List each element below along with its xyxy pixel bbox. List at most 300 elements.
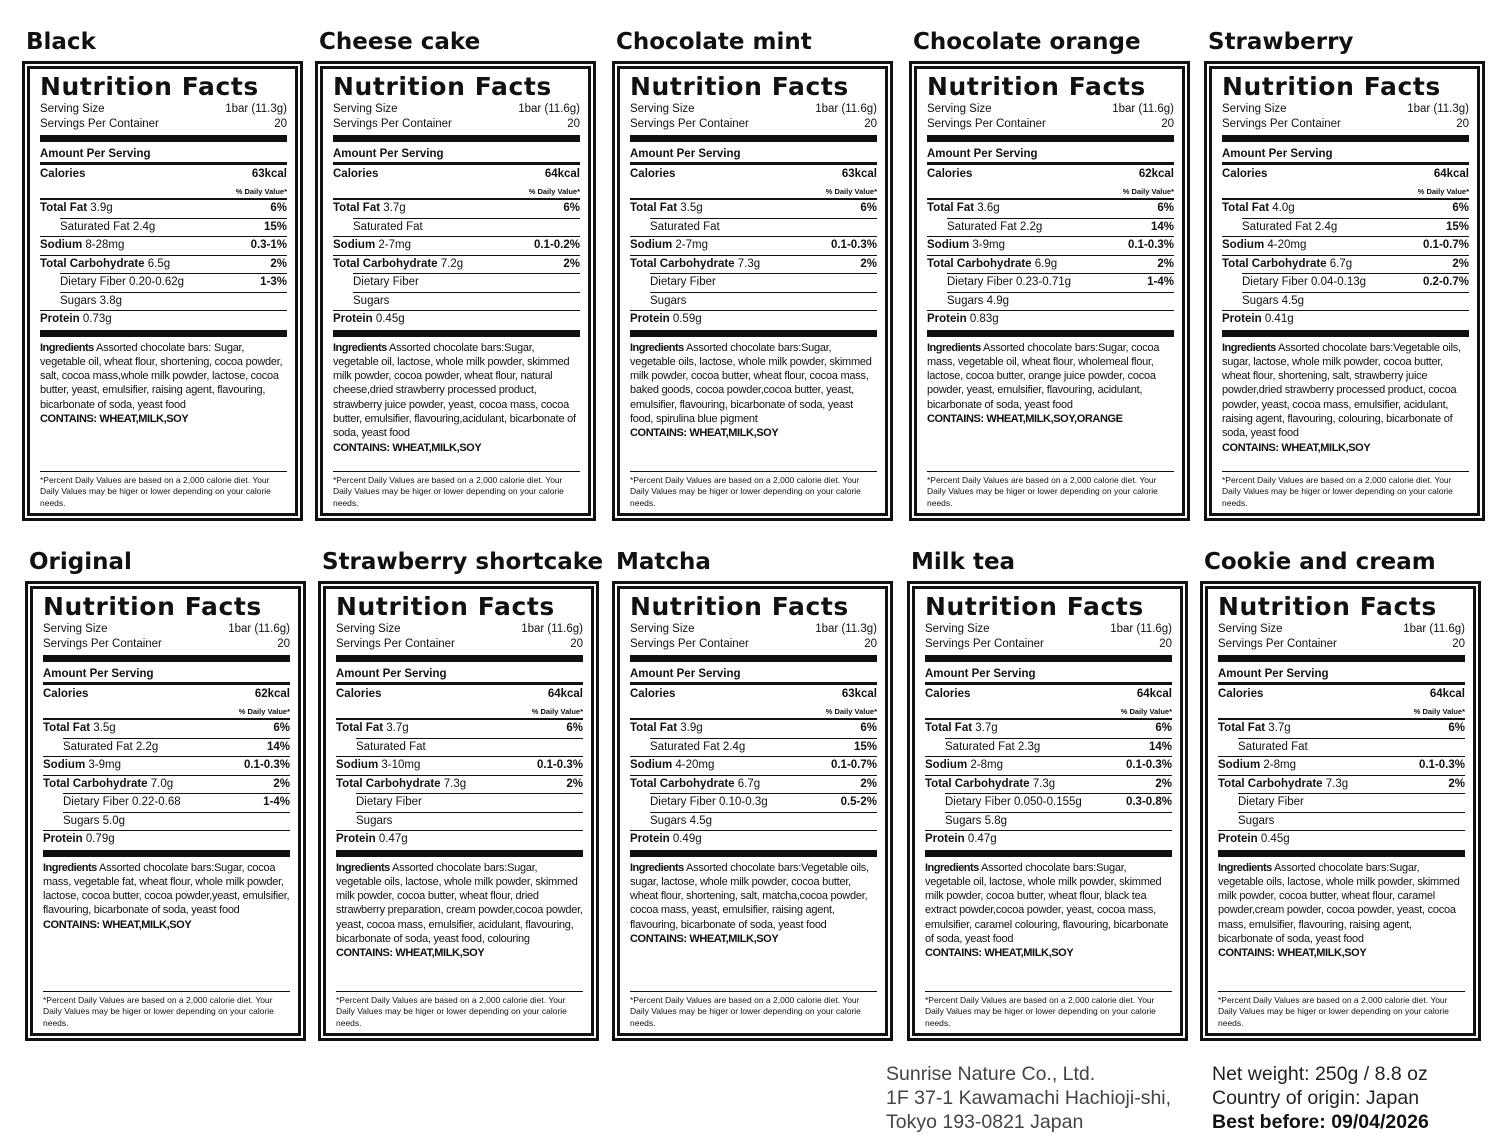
total-carbohydrate-dv: 2%: [273, 777, 290, 790]
total-fat-dv: 6%: [566, 722, 583, 734]
total-carbohydrate-label: Total Carbohydrate: [1222, 257, 1327, 270]
sodium-value: 3-9mg: [972, 239, 1005, 251]
sugars-value: 4.5g: [1281, 294, 1305, 307]
allergen-statement: CONTAINS: WHEAT,MILK,SOY: [630, 932, 779, 945]
nutrition-label: [318, 581, 599, 1041]
ingredients-label: Ingredients: [630, 341, 684, 354]
sodium-dv: 0.1-0.3%: [1125, 759, 1172, 771]
serving-size-value: 1bar (11.6g): [518, 103, 580, 115]
ingredients-label: Ingredients: [1222, 341, 1276, 354]
protein-value: 0.47g: [378, 833, 408, 845]
ingredients-label: Ingredients: [925, 861, 979, 874]
dietary-fiber-label: Dietary Fiber: [63, 796, 129, 808]
nutrition-label: [25, 581, 306, 1041]
panel-title: Nutrition Facts: [927, 72, 1146, 101]
sodium-label: Sodium: [925, 759, 968, 771]
protein-value: 0.45g: [375, 313, 405, 325]
total-carbohydrate-label: Total Carbohydrate: [336, 777, 441, 790]
protein-value: 0.49g: [672, 833, 702, 845]
serving-size-label: Serving Size: [1222, 103, 1287, 115]
sodium-dv: 0.1-0.7%: [830, 759, 877, 771]
dietary-fiber-value: 0.10-0.3g: [719, 796, 768, 808]
daily-value-header: % Daily Value*: [1417, 187, 1469, 196]
servings-per-container-value: 20: [1161, 118, 1174, 130]
sodium-label: Sodium: [1222, 239, 1265, 251]
flavor-title: Chocolate mint: [616, 29, 812, 55]
total-carbohydrate-dv: 2%: [1157, 257, 1174, 270]
allergen-statement: CONTAINS: WHEAT,MILK,SOY: [925, 947, 1074, 960]
sugars-label: Sugars: [650, 294, 687, 307]
total-carbohydrate-label: Total Carbohydrate: [925, 777, 1030, 790]
sugars-label: Sugars: [947, 294, 984, 307]
total-fat-label: Total Fat: [43, 722, 91, 734]
dietary-fiber-value: 0.20-0.62g: [129, 276, 185, 288]
serving-size-value: 1bar (11.6g): [521, 623, 583, 635]
total-fat-label: Total Fat: [927, 202, 975, 214]
total-fat-dv: 6%: [860, 202, 877, 214]
footnote: *Percent Daily Values are based on a 2,000 calorie diet. Your Daily Values may be higer or lower depending on your calorie needs.: [333, 471, 580, 512]
calories-label: Calories: [630, 168, 676, 180]
calories-value: 62kcal: [254, 688, 290, 700]
ingredients-text: Assorted chocolate bars:Sugar, vegetable oils, lactose, whole milk powder, skimmed milk powder, cocoa butter, wheat flour, dried strawberry preparation, cream powder,cocoa powder, yeast, cocoa mass, emulsifier, acidulant, flavouring, bicarbonate of soda, yeast food, colouring: [336, 861, 583, 945]
servings-per-container-value: 20: [864, 638, 877, 650]
saturated-fat-value: 2.4g: [132, 220, 156, 233]
total-carbohydrate-label: Total Carbohydrate: [40, 257, 145, 270]
sugars-label: Sugars: [356, 814, 393, 827]
calories-label: Calories: [1222, 168, 1268, 180]
saturated-fat-value: 2.4g: [722, 740, 746, 753]
saturated-fat-label: Saturated Fat: [650, 740, 720, 753]
panel-title: Nutrition Facts: [40, 72, 259, 101]
sugars-value: 4.9g: [986, 294, 1010, 307]
calories-label: Calories: [40, 168, 86, 180]
total-fat-label: Total Fat: [333, 202, 381, 214]
daily-value-header: % Daily Value*: [1122, 187, 1174, 196]
panel-title: Nutrition Facts: [630, 592, 849, 621]
nutrition-label: [315, 61, 596, 521]
total-carbohydrate-value: 7.3g: [443, 777, 467, 790]
serving-size-label: Serving Size: [927, 103, 992, 115]
panel-title: Nutrition Facts: [333, 72, 552, 101]
sugars-value: 5.0g: [102, 814, 126, 827]
sodium-label: Sodium: [630, 759, 673, 771]
flavor-block: [1200, 545, 1481, 1041]
ingredients-label: Ingredients: [1218, 861, 1272, 874]
footnote: *Percent Daily Values are based on a 2,000 calorie diet. Your Daily Values may be higer or lower depending on your calorie needs.: [630, 471, 877, 512]
total-carbohydrate-value: 7.0g: [150, 777, 174, 790]
total-fat-value: 3.9g: [680, 722, 703, 734]
dietary-fiber-label: Dietary Fiber: [650, 276, 716, 288]
sodium-dv: 0.1-0.7%: [1422, 239, 1469, 251]
sodium-value: 8-28mg: [85, 239, 125, 251]
panel-title: Nutrition Facts: [43, 592, 262, 621]
calories-label: Calories: [336, 688, 382, 700]
servings-per-container-label: Servings Per Container: [925, 638, 1044, 650]
amount-per-serving: Amount Per Serving: [927, 142, 1174, 165]
total-fat-label: Total Fat: [1218, 722, 1266, 734]
ingredients-text: Assorted chocolate bars:Sugar, vegetable oils, lactose, whole milk powder, skimmed milk powder, cocoa butter, wheat flour, caramel powder,cream powder, cocoa powder, yeast, cocoa mass, emulsifier, flavouring, raising agent, bicarbonate of soda, yeast food: [1218, 861, 1460, 945]
ingredients-text: Assorted chocolate bars:Sugar, cocoa mass, vegetable oil, wheat flour, wholemeal flour, lactose, cocoa butter, orange juice powder, cocoa powder, yeast, emulsifier, flavouring, acidulant, bicarbonate of soda, yeast food: [927, 341, 1160, 411]
serving-size-label: Serving Size: [630, 623, 695, 635]
flavor-title: Black: [26, 29, 96, 55]
ingredients-text: Assorted chocolate bars: Sugar, vegetable oil, wheat flour, shortening, cocoa powder, salt, cocoa mass,whole milk powder, lactose, cocoa butter, yeast, emulsifier, raising agent, flavouring, bicarbonate of soda, yeast food: [40, 341, 283, 411]
servings-per-container-value: 20: [864, 118, 877, 130]
total-fat-dv: 6%: [1157, 202, 1174, 214]
total-fat-dv: 6%: [1448, 722, 1465, 734]
servings-per-container-label: Servings Per Container: [43, 638, 162, 650]
dietary-fiber-value: 0.04-0.13g: [1311, 276, 1367, 288]
total-fat-dv: 6%: [860, 722, 877, 734]
calories-value: 64kcal: [1429, 688, 1465, 700]
flavor-title: Chocolate orange: [913, 29, 1141, 55]
allergen-statement: CONTAINS: WHEAT,MILK,SOY: [1222, 441, 1371, 454]
amount-per-serving: Amount Per Serving: [333, 142, 580, 165]
total-carbohydrate-dv: 2%: [1155, 777, 1172, 790]
calories-label: Calories: [1218, 688, 1264, 700]
company-info: [886, 1062, 1171, 1134]
sodium-label: Sodium: [630, 239, 673, 251]
amount-per-serving: Amount Per Serving: [630, 142, 877, 165]
sodium-dv: 0.1-0.3%: [243, 759, 290, 771]
best-before-date: Best before: 09/04/2026: [1212, 1111, 1429, 1133]
nutrition-label: [1200, 581, 1481, 1041]
protein-label: Protein: [40, 313, 80, 325]
sugars-label: Sugars: [650, 814, 687, 827]
saturated-fat-dv: 14%: [1148, 740, 1172, 753]
total-fat-label: Total Fat: [630, 722, 678, 734]
servings-per-container-value: 20: [274, 118, 287, 130]
ingredients-text: Assorted chocolate bars:Vegetable oils, sugar, lactose, whole milk powder, cocoa butter, wheat flour, shortening, salt, matcha,cocoa powder, cocoa mass, yeast, emulsifier, raising agent, flavouring, bicarbonate of soda, yeast food: [630, 861, 869, 931]
serving-size-value: 1bar (11.6g): [815, 103, 877, 115]
serving-size-label: Serving Size: [43, 623, 108, 635]
servings-per-container-label: Servings Per Container: [630, 118, 749, 130]
footnote: *Percent Daily Values are based on a 2,000 calorie diet. Your Daily Values may be higer or lower depending on your calorie needs.: [630, 991, 877, 1032]
protein-value: 0.59g: [672, 313, 702, 325]
panel-title: Nutrition Facts: [1218, 592, 1437, 621]
sodium-value: 4-20mg: [675, 759, 715, 771]
serving-size-value: 1bar (11.6g): [1403, 623, 1465, 635]
total-carbohydrate-dv: 2%: [563, 257, 580, 270]
allergen-statement: CONTAINS: WHEAT,MILK,SOY: [333, 441, 482, 454]
total-carbohydrate-dv: 2%: [270, 257, 287, 270]
calories-value: 63kcal: [841, 168, 877, 180]
total-carbohydrate-value: 7.3g: [1032, 777, 1056, 790]
protein-label: Protein: [630, 833, 670, 845]
total-fat-value: 4.0g: [1272, 202, 1295, 214]
sodium-dv: 0.1-0.3%: [1127, 239, 1174, 251]
flavor-title: Strawberry: [1208, 29, 1354, 55]
amount-per-serving: Amount Per Serving: [336, 662, 583, 685]
nutrition-label: [909, 61, 1190, 521]
amount-per-serving: Amount Per Serving: [1222, 142, 1469, 165]
allergen-statement: CONTAINS: WHEAT,MILK,SOY: [1218, 947, 1367, 960]
dietary-fiber-dv: 0.3-0.8%: [1125, 796, 1172, 808]
total-carbohydrate-value: 7.3g: [1325, 777, 1349, 790]
amount-per-serving: Amount Per Serving: [40, 142, 287, 165]
protein-value: 0.83g: [969, 313, 999, 325]
flavor-title: Milk tea: [911, 549, 1016, 575]
servings-per-container-value: 20: [567, 118, 580, 130]
sodium-label: Sodium: [43, 759, 86, 771]
serving-size-label: Serving Size: [1218, 623, 1283, 635]
servings-per-container-label: Servings Per Container: [927, 118, 1046, 130]
servings-per-container-value: 20: [1456, 118, 1469, 130]
dietary-fiber-label: Dietary Fiber: [353, 276, 419, 288]
footnote: *Percent Daily Values are based on a 2,000 calorie diet. Your Daily Values may be higer or lower depending on your calorie needs.: [1222, 471, 1469, 512]
saturated-fat-value: 2.4g: [1314, 220, 1338, 233]
total-fat-dv: 6%: [270, 202, 287, 214]
servings-per-container-label: Servings Per Container: [336, 638, 455, 650]
total-fat-value: 3.6g: [977, 202, 1000, 214]
servings-per-container-value: 20: [1159, 638, 1172, 650]
total-fat-label: Total Fat: [630, 202, 678, 214]
sodium-dv: 0.3-1%: [250, 239, 287, 251]
daily-value-header: % Daily Value*: [1413, 707, 1465, 716]
nutrition-label: [612, 61, 893, 521]
ingredients-text: Assorted chocolate bars:Sugar, vegetable oils, lactose, whole milk powder, skimmed milk powder, cocoa butter, wheat flour, cocoa mass, baked goods, cocoa powder,cocoa butter, yeast, emulsifier, flavouring, bicarbonate of soda, yeast food, spirulina blue pigment: [630, 341, 872, 425]
flavor-block: [612, 545, 893, 1041]
flavor-block: [318, 545, 604, 1041]
saturated-fat-dv: 14%: [1150, 220, 1174, 233]
daily-value-header: % Daily Value*: [825, 707, 877, 716]
total-fat-label: Total Fat: [40, 202, 88, 214]
daily-value-header: % Daily Value*: [238, 707, 290, 716]
sugars-label: Sugars: [60, 294, 97, 307]
sodium-label: Sodium: [40, 239, 83, 251]
dietary-fiber-label: Dietary Fiber: [650, 796, 716, 808]
calories-label: Calories: [630, 688, 676, 700]
calories-label: Calories: [927, 168, 973, 180]
ingredients-label: Ingredients: [40, 341, 94, 354]
protein-label: Protein: [336, 833, 376, 845]
sugars-label: Sugars: [1242, 294, 1279, 307]
sodium-value: 3-10mg: [381, 759, 421, 771]
serving-size-value: 1bar (11.6g): [1112, 103, 1174, 115]
flavor-title: Cheese cake: [319, 29, 481, 55]
sugars-value: 3.8g: [99, 294, 123, 307]
total-carbohydrate-label: Total Carbohydrate: [630, 257, 735, 270]
sodium-label: Sodium: [1218, 759, 1261, 771]
dietary-fiber-value: 0.050-0.155g: [1014, 796, 1082, 808]
allergen-statement: CONTAINS: WHEAT,MILK,SOY,ORANGE: [927, 412, 1123, 425]
flavor-title: Strawberry shortcake: [322, 549, 604, 575]
total-fat-value: 3.7g: [1268, 722, 1291, 734]
protein-value: 0.79g: [85, 833, 115, 845]
saturated-fat-label: Saturated Fat: [356, 740, 426, 753]
total-fat-value: 3.9g: [90, 202, 113, 214]
saturated-fat-label: Saturated Fat: [60, 220, 130, 233]
flavor-title: Original: [29, 549, 132, 575]
company-name: Sunrise Nature Co., Ltd.: [886, 1063, 1096, 1085]
serving-size-value: 1bar (11.6g): [1110, 623, 1172, 635]
amount-per-serving: Amount Per Serving: [1218, 662, 1465, 685]
daily-value-header: % Daily Value*: [528, 187, 580, 196]
calories-value: 63kcal: [841, 688, 877, 700]
servings-per-container-label: Servings Per Container: [333, 118, 452, 130]
total-carbohydrate-dv: 2%: [566, 777, 583, 790]
dietary-fiber-label: Dietary Fiber: [1238, 796, 1304, 808]
protein-label: Protein: [927, 313, 967, 325]
calories-value: 64kcal: [1433, 168, 1469, 180]
total-carbohydrate-dv: 2%: [860, 257, 877, 270]
servings-per-container-value: 20: [1452, 638, 1465, 650]
sodium-value: 2-8mg: [970, 759, 1003, 771]
total-fat-value: 3.7g: [975, 722, 998, 734]
total-carbohydrate-dv: 2%: [1448, 777, 1465, 790]
dietary-fiber-dv: 1-4%: [263, 796, 290, 808]
ingredients-label: Ingredients: [333, 341, 387, 354]
ingredients-label: Ingredients: [43, 861, 97, 874]
footnote: *Percent Daily Values are based on a 2,000 calorie diet. Your Daily Values may be higer or lower depending on your calorie needs.: [927, 471, 1174, 512]
flavor-title: Cookie and cream: [1204, 549, 1436, 575]
total-carbohydrate-value: 7.3g: [737, 257, 761, 270]
serving-size-label: Serving Size: [40, 103, 105, 115]
total-fat-value: 3.5g: [93, 722, 116, 734]
daily-value-header: % Daily Value*: [235, 187, 287, 196]
sodium-label: Sodium: [927, 239, 970, 251]
sodium-value: 2-7mg: [378, 239, 411, 251]
company-address-line-2: Tokyo 193-0821 Japan: [886, 1111, 1084, 1133]
calories-label: Calories: [333, 168, 379, 180]
ingredients-label: Ingredients: [927, 341, 981, 354]
daily-value-header: % Daily Value*: [825, 187, 877, 196]
daily-value-header: % Daily Value*: [1120, 707, 1172, 716]
sodium-dv: 0.1-0.2%: [533, 239, 580, 251]
protein-label: Protein: [1222, 313, 1262, 325]
serving-size-value: 1bar (11.3g): [815, 623, 877, 635]
product-info: [1212, 1062, 1429, 1134]
sodium-label: Sodium: [333, 239, 376, 251]
dietary-fiber-dv: 1-3%: [260, 276, 287, 288]
saturated-fat-dv: 14%: [266, 740, 290, 753]
dietary-fiber-label: Dietary Fiber: [60, 276, 126, 288]
saturated-fat-dv: 15%: [1445, 220, 1469, 233]
flavor-block: [1204, 25, 1485, 521]
total-fat-dv: 6%: [273, 722, 290, 734]
total-fat-label: Total Fat: [336, 722, 384, 734]
protein-label: Protein: [1218, 833, 1258, 845]
calories-value: 63kcal: [251, 168, 287, 180]
saturated-fat-value: 2.2g: [135, 740, 159, 753]
country-of-origin: Country of origin: Japan: [1212, 1087, 1420, 1109]
sugars-label: Sugars: [63, 814, 100, 827]
calories-value: 62kcal: [1138, 168, 1174, 180]
servings-per-container-label: Servings Per Container: [1218, 638, 1337, 650]
saturated-fat-value: 2.2g: [1019, 220, 1043, 233]
sugars-label: Sugars: [1238, 814, 1275, 827]
saturated-fat-label: Saturated Fat: [1242, 220, 1312, 233]
total-carbohydrate-value: 7.2g: [440, 257, 464, 270]
flavor-block: [22, 25, 303, 521]
total-carbohydrate-value: 6.5g: [147, 257, 171, 270]
flavor-block: [315, 25, 596, 521]
serving-size-label: Serving Size: [336, 623, 401, 635]
protein-label: Protein: [333, 313, 373, 325]
company-address-line-1: 1F 37-1 Kawamachi Hachioji-shi,: [886, 1087, 1172, 1109]
panel-title: Nutrition Facts: [1222, 72, 1441, 101]
saturated-fat-dv: 15%: [263, 220, 287, 233]
footnote: *Percent Daily Values are based on a 2,000 calorie diet. Your Daily Values may be higer or lower depending on your calorie needs.: [1218, 991, 1465, 1032]
nutrition-label: [907, 581, 1188, 1041]
nutrition-label: [22, 61, 303, 521]
panel-title: Nutrition Facts: [925, 592, 1144, 621]
total-fat-dv: 6%: [1452, 202, 1469, 214]
servings-per-container-label: Servings Per Container: [1222, 118, 1341, 130]
total-fat-value: 3.7g: [386, 722, 409, 734]
calories-label: Calories: [925, 688, 971, 700]
servings-per-container-label: Servings Per Container: [40, 118, 159, 130]
total-carbohydrate-label: Total Carbohydrate: [333, 257, 438, 270]
flavor-block: [909, 25, 1190, 521]
protein-label: Protein: [925, 833, 965, 845]
sugars-label: Sugars: [945, 814, 982, 827]
saturated-fat-label: Saturated Fat: [1238, 740, 1308, 753]
protein-value: 0.41g: [1264, 313, 1294, 325]
protein-label: Protein: [43, 833, 83, 845]
total-carbohydrate-label: Total Carbohydrate: [1218, 777, 1323, 790]
dietary-fiber-label: Dietary Fiber: [356, 796, 422, 808]
nutrition-label: [1204, 61, 1485, 521]
total-fat-value: 3.7g: [383, 202, 406, 214]
serving-size-value: 1bar (11.3g): [1407, 103, 1469, 115]
sugars-value: 4.5g: [689, 814, 713, 827]
dietary-fiber-value: 0.23-0.71g: [1016, 276, 1072, 288]
flavor-block: [25, 545, 306, 1041]
sodium-label: Sodium: [336, 759, 379, 771]
flavor-title: Matcha: [616, 549, 711, 575]
serving-size-label: Serving Size: [630, 103, 695, 115]
sugars-label: Sugars: [353, 294, 390, 307]
sodium-value: 3-9mg: [88, 759, 121, 771]
total-fat-dv: 6%: [563, 202, 580, 214]
sodium-dv: 0.1-0.3%: [1418, 759, 1465, 771]
sodium-dv: 0.1-0.3%: [536, 759, 583, 771]
net-weight: Net weight: 250g / 8.8 oz: [1212, 1063, 1428, 1085]
protein-label: Protein: [630, 313, 670, 325]
ingredients-text: Assorted chocolate bars:Sugar, vegetable oil, lactose, whole milk powder, skimmed milk powder, cocoa powder, wheat flour, natural cheese,dried strawberry processed product, strawberry juice powder, yeast, cocoa mass, cocoa butter, emulsifier, flavouring,acidulant, bicarbonate of soda, yeast food: [333, 341, 576, 440]
amount-per-serving: Amount Per Serving: [43, 662, 290, 685]
ingredients-text: Assorted chocolate bars:Sugar, cocoa mass, vegetable fat, wheat flour, whole milk powder, lactose, cocoa butter, cocoa powder,yeast, emulsifier, flavouring, bicarbonate of soda, yeast food: [43, 861, 290, 917]
dietary-fiber-dv: 0.2-0.7%: [1422, 276, 1469, 288]
total-fat-label: Total Fat: [1222, 202, 1270, 214]
flavor-block: [612, 25, 893, 521]
servings-per-container-value: 20: [277, 638, 290, 650]
ingredients-label: Ingredients: [336, 861, 390, 874]
amount-per-serving: Amount Per Serving: [630, 662, 877, 685]
total-carbohydrate-value: 6.9g: [1034, 257, 1058, 270]
calories-label: Calories: [43, 688, 89, 700]
calories-value: 64kcal: [1136, 688, 1172, 700]
calories-value: 64kcal: [544, 168, 580, 180]
protein-value: 0.47g: [967, 833, 997, 845]
total-carbohydrate-value: 6.7g: [737, 777, 761, 790]
serving-size-label: Serving Size: [333, 103, 398, 115]
ingredients-label: Ingredients: [630, 861, 684, 874]
allergen-statement: CONTAINS: WHEAT,MILK,SOY: [336, 947, 485, 960]
total-fat-dv: 6%: [1155, 722, 1172, 734]
total-carbohydrate-label: Total Carbohydrate: [927, 257, 1032, 270]
serving-size-value: 1bar (11.3g): [225, 103, 287, 115]
allergen-statement: CONTAINS: WHEAT,MILK,SOY: [43, 918, 192, 931]
flavor-block: [907, 545, 1188, 1041]
total-fat-value: 3.5g: [680, 202, 703, 214]
saturated-fat-dv: 15%: [853, 740, 877, 753]
total-carbohydrate-dv: 2%: [1452, 257, 1469, 270]
total-carbohydrate-label: Total Carbohydrate: [630, 777, 735, 790]
protein-value: 0.45g: [1260, 833, 1290, 845]
total-carbohydrate-label: Total Carbohydrate: [43, 777, 148, 790]
servings-per-container-value: 20: [570, 638, 583, 650]
